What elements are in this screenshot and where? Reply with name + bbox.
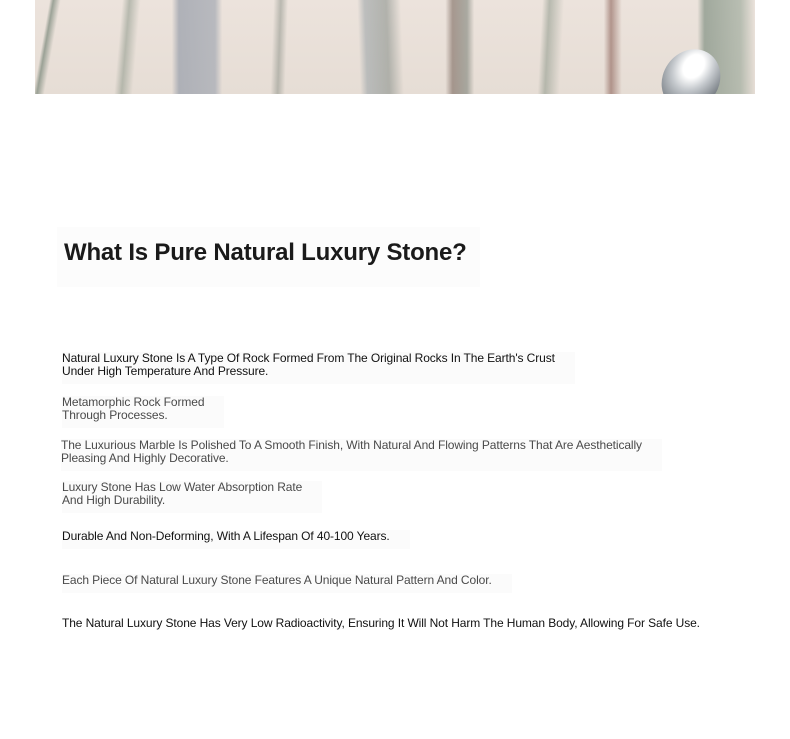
paragraph-line: And High Durability. [62, 493, 166, 507]
paragraph-line: Metamorphic Rock Formed [62, 395, 205, 409]
paragraph-radioactivity [62, 617, 700, 630]
paragraph-unique-pattern [62, 574, 512, 593]
paragraph-metamorphic [62, 396, 224, 428]
paragraph-line: Pleasing And Highly Decorative. [61, 451, 229, 465]
paragraph-polished [61, 439, 662, 471]
paragraph-line: Under High Temperature And Pressure. [62, 364, 269, 378]
paragraph-durable [62, 530, 410, 549]
paragraph-line: The Natural Luxury Stone Has Very Low Radioactivity, Ensuring It Will Not Harm The Human Body, Allowing For Safe Use. [62, 616, 700, 630]
paragraph-absorption [62, 481, 322, 513]
paragraph-line: Through Processes. [62, 408, 168, 422]
paragraph-line: Each Piece Of Natural Luxury Stone Features A Unique Natural Pattern And Color. [62, 573, 492, 587]
section-title: What Is Pure Natural Luxury Stone? [64, 239, 467, 266]
paragraph-line: Luxury Stone Has Low Water Absorption Rate [62, 480, 303, 494]
hero-marble-image [35, 0, 755, 94]
paragraph-line: Durable And Non-Deforming, With A Lifespan Of 40-100 Years. [62, 529, 390, 543]
paragraph-line: Natural Luxury Stone Is A Type Of Rock Formed From The Original Rocks In The Earth's Crust [62, 351, 555, 365]
paragraph-formation [62, 352, 575, 384]
paragraph-line: The Luxurious Marble Is Polished To A Smooth Finish, With Natural And Flowing Patterns That Are Aesthetically [61, 438, 642, 452]
spoon-decoration [650, 38, 733, 94]
